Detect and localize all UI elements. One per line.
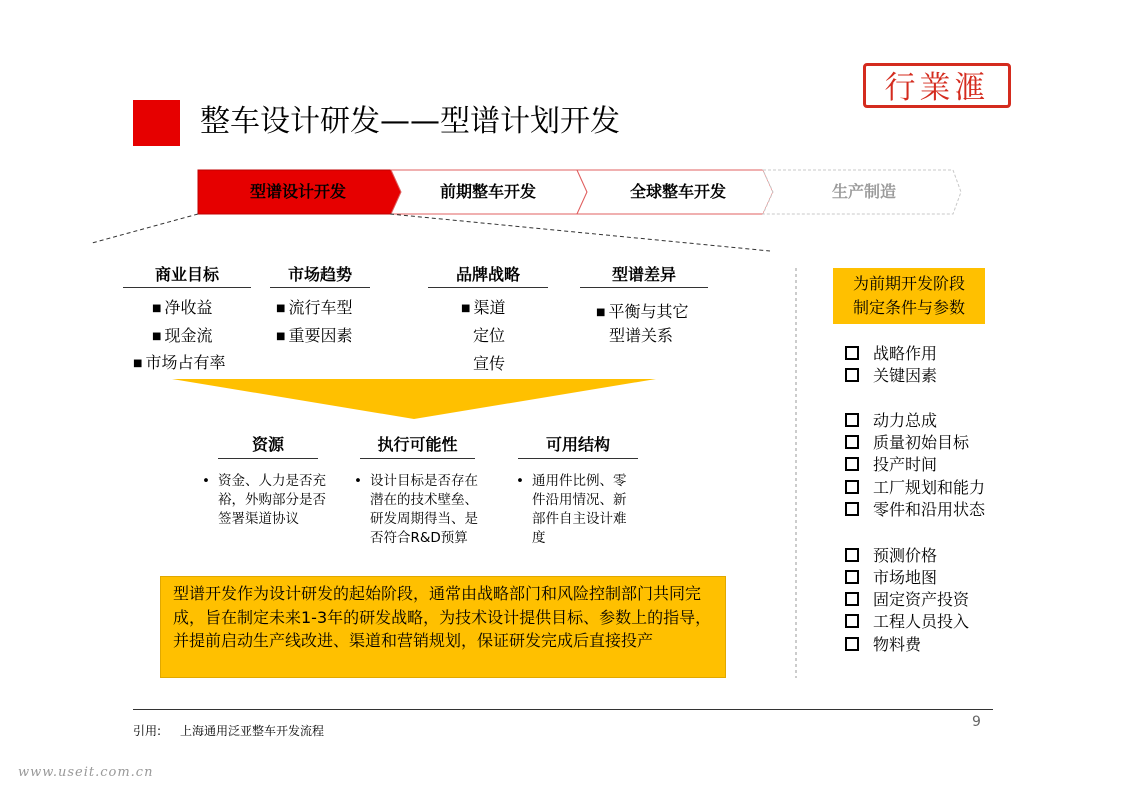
resource-description: • 设计目标是否存在潜在的技术壁垒、研发周期得当、是否符合R&D预算	[354, 473, 478, 546]
checkbox-icon	[845, 592, 859, 606]
resource-heading: 可用结构	[518, 434, 638, 459]
checklist-item: 质量初始目标	[845, 432, 969, 454]
checkbox-icon	[845, 502, 859, 516]
watermark: www.useit.com.cn	[18, 765, 154, 780]
checkbox-icon	[845, 435, 859, 449]
resource-description: • 通用件比例、零件沿用情况、新部件自主设计难度	[516, 473, 627, 546]
summary-box: 型谱开发作为设计研发的起始阶段，通常由战略部门和风险控制部门共同完成，旨在制定未来1-3年的研发战略，为技术设计提供目标、参数上的指导，并提前启动生产线改进、渠道和营销规划，保证研发完成后直接投产	[160, 576, 726, 678]
phase-label-3: 全球整车开发	[629, 182, 726, 201]
list-item: ■ 平衡与其它	[596, 302, 689, 321]
column-heading-brand: 品牌战略	[428, 265, 548, 288]
column-heading-business: 商业目标	[123, 265, 251, 288]
checklist-item: 零件和沿用状态	[845, 499, 985, 521]
checkbox-icon	[845, 480, 859, 494]
checkbox-icon	[845, 413, 859, 427]
resource-description: • 资金、人力是否充裕，外购部分是否签署渠道协议	[202, 473, 326, 527]
checklist-item: 关键因素	[845, 365, 937, 387]
checklist-item: 预测价格	[845, 545, 937, 567]
phase-label-2: 前期整车开发	[439, 182, 536, 201]
resource-heading: 资源	[218, 434, 318, 459]
list-item: ■ 市场占有率	[133, 353, 226, 372]
resource-heading: 执行可能性	[360, 434, 475, 459]
column-heading-market: 市场趋势	[270, 265, 370, 288]
list-item: ■ 净收益	[152, 298, 213, 317]
checklist-item: 工厂规划和能力	[845, 477, 985, 499]
citation-text: 上海通用泛亚整车开发流程	[180, 724, 325, 738]
sidebar-heading-line2: 制定条件与参数	[852, 298, 965, 317]
column-heading-lineup: 型谱差异	[580, 265, 708, 288]
list-item: ■ 流行车型	[276, 298, 353, 317]
page-number: 9	[972, 714, 981, 730]
zoom-line-left	[92, 214, 198, 243]
checkbox-icon	[845, 368, 859, 382]
checklist-item: 市场地图	[845, 567, 937, 589]
list-item: ■ 现金流	[152, 326, 213, 345]
checklist-item: 投产时间	[845, 454, 937, 476]
list-item: 定位	[473, 326, 506, 345]
citation-label: 引用:	[133, 724, 162, 738]
checkbox-icon	[845, 614, 859, 628]
checkbox-icon	[845, 637, 859, 651]
zoom-line-right	[390, 214, 770, 251]
checkbox-icon	[845, 457, 859, 471]
checklist-item: 固定资产投资	[845, 589, 969, 611]
footer-divider	[133, 709, 993, 710]
list-item: ■ 渠道	[461, 298, 506, 317]
phase-label-4: 生产制造	[831, 182, 896, 201]
phase-label-1: 型谱设计开发	[249, 182, 346, 201]
list-item: 型谱关系	[609, 326, 674, 345]
list-item: ■ 重要因素	[276, 326, 353, 345]
sidebar-heading-box	[833, 268, 985, 324]
checkbox-icon	[845, 570, 859, 584]
checkbox-icon	[845, 548, 859, 562]
checklist-item: 战略作用	[845, 343, 937, 365]
sidebar-heading-line1: 为前期开发阶段	[852, 274, 965, 293]
logo-seal: 行業滙	[863, 63, 1011, 108]
list-item: 宣传	[473, 354, 506, 373]
checkbox-icon	[845, 346, 859, 360]
checklist-item: 物料费	[845, 634, 921, 656]
page-title: 整车设计研发——型谱计划开发	[200, 104, 620, 139]
checklist-item: 动力总成	[845, 410, 937, 432]
checklist-item: 工程人员投入	[845, 611, 969, 633]
funnel-arrow	[172, 379, 656, 419]
